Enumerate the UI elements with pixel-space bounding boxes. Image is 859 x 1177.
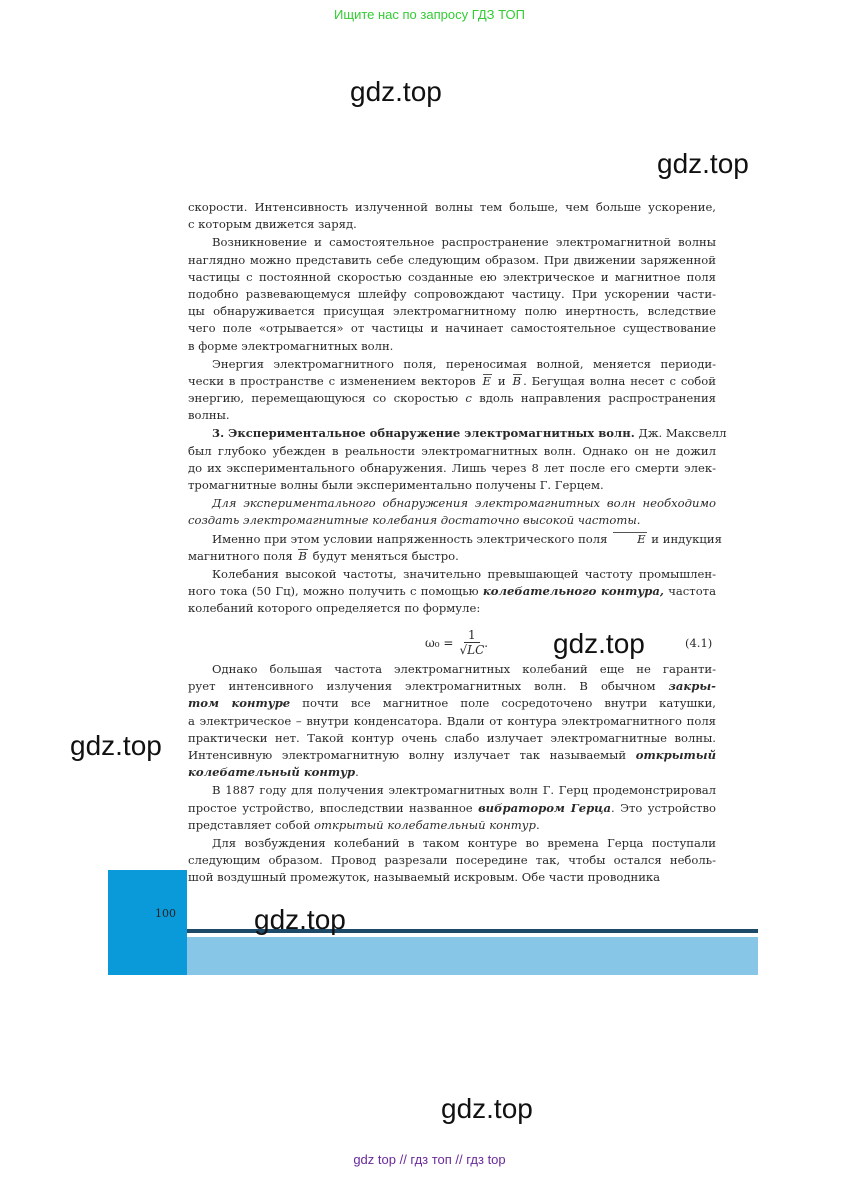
body-text-top bbox=[188, 198, 727, 618]
text-segment: почти все магнитное поле сосредоточено внутри катушки, bbox=[290, 696, 716, 711]
text-line bbox=[188, 695, 716, 712]
text-segment: и индукция bbox=[647, 531, 722, 546]
text-segment: . bbox=[535, 817, 540, 832]
page-footer-accent bbox=[108, 870, 187, 975]
text-segment: создать электромагнитные колебания достаточно высокой частоты. bbox=[188, 513, 641, 528]
text-segment: . Это устройство bbox=[611, 800, 717, 815]
text-segment: 3. Экспериментальное обнаружение электромагнитных волн. bbox=[212, 426, 635, 441]
text-segment: подобно развевающемуся шлейфу сопровождают частицу. При ускорении части- bbox=[188, 286, 716, 301]
text-line bbox=[188, 713, 716, 730]
text-segment: . Бегущая волна несет с собой bbox=[523, 373, 716, 388]
watermark: gdz.top bbox=[441, 1093, 533, 1124]
text-segment: . bbox=[355, 765, 359, 780]
text-segment: энергию, перемещающуюся со скоростью bbox=[188, 391, 466, 406]
text-line bbox=[188, 782, 716, 799]
text-line bbox=[188, 407, 716, 424]
text-segment: чески в пространстве с изменением векторов bbox=[188, 373, 481, 388]
formula-fraction bbox=[459, 628, 484, 657]
text-segment: до их экспериментального обнаружения. Лишь через 8 лет после его смерти элек- bbox=[188, 460, 716, 475]
paragraph bbox=[188, 835, 716, 887]
text-line bbox=[188, 286, 716, 303]
text-segment: Именно при этом условии напряженность электрического поля bbox=[212, 531, 612, 546]
text-segment: закры- bbox=[668, 679, 716, 694]
text-segment: колебаний которого определяется по формуле: bbox=[188, 601, 481, 616]
text-segment: и bbox=[493, 373, 511, 388]
text-line bbox=[188, 835, 716, 852]
text-segment: открытый bbox=[635, 747, 716, 762]
text-segment: ного тока (50 Гц), можно получить с помощью bbox=[188, 584, 483, 599]
paragraph bbox=[188, 531, 722, 565]
text-segment: Колебания высокой частоты, значительно превышающей частоту промышлен- bbox=[212, 566, 716, 581]
watermark: gdz.top bbox=[350, 76, 442, 107]
watermark: gdz.top bbox=[254, 904, 346, 935]
text-line bbox=[188, 566, 716, 583]
text-segment: магнитного поля bbox=[188, 548, 297, 563]
text-segment: том контуре bbox=[188, 696, 291, 711]
watermark: gdz.top bbox=[553, 628, 645, 659]
text-segment: Возникновение и самостоятельное распространение электромагнитной волны bbox=[212, 235, 716, 250]
text-line bbox=[188, 800, 716, 817]
text-line bbox=[188, 390, 716, 407]
text-line bbox=[188, 199, 716, 216]
paragraph bbox=[188, 661, 716, 781]
text-segment: В 1887 году для получения электромагнитных волн Г. Герц продемонстрировал bbox=[212, 783, 716, 798]
paragraph bbox=[188, 425, 727, 494]
text-line bbox=[188, 303, 716, 320]
page-number: 100 bbox=[155, 907, 176, 920]
vector-symbol: E bbox=[611, 531, 647, 548]
equation-number: (4.1) bbox=[685, 636, 713, 650]
text-line bbox=[188, 338, 716, 355]
paragraph bbox=[188, 356, 716, 425]
text-line bbox=[188, 320, 716, 337]
text-segment: колебательного контура, bbox=[482, 584, 664, 599]
formula-lhs: ω₀ = bbox=[425, 635, 454, 650]
text-line bbox=[188, 852, 716, 869]
text-segment: рует интенсивного излучения электромагнитных волн. В обычном bbox=[188, 679, 669, 694]
text-segment: с которым движется заряд. bbox=[188, 217, 357, 232]
text-segment: Для экспериментального обнаружения электромагнитных волн необходимо bbox=[212, 496, 716, 511]
text-line bbox=[188, 269, 716, 286]
text-line bbox=[188, 252, 716, 269]
vector-symbol: B bbox=[511, 373, 524, 390]
text-line bbox=[188, 600, 716, 617]
top-search-hint: Ищите нас по запросу ГДЗ ТОП bbox=[334, 7, 525, 22]
text-line bbox=[188, 661, 716, 678]
text-line bbox=[188, 817, 716, 834]
text-line bbox=[188, 356, 716, 373]
footer-band bbox=[187, 937, 758, 975]
formula-numerator: 1 bbox=[464, 628, 480, 643]
text-line bbox=[188, 531, 722, 548]
text-segment: был глубоко убежден в реальности электромагнитных волн. Однако он не дожил bbox=[188, 443, 716, 458]
text-segment: волны. bbox=[188, 408, 230, 423]
paragraph bbox=[188, 199, 716, 233]
watermark: gdz.top bbox=[657, 148, 749, 179]
text-line bbox=[188, 678, 716, 695]
formula-denominator: √LC bbox=[459, 643, 485, 657]
text-line bbox=[188, 548, 716, 565]
text-line bbox=[188, 234, 716, 251]
vector-symbol: B bbox=[296, 548, 309, 565]
text-line bbox=[188, 512, 716, 529]
text-segment: Энергия электромагнитного поля, переносимая волной, меняется периоди- bbox=[212, 356, 716, 371]
text-segment: шой воздушный промежуток, называемый искровым. Обе части проводника bbox=[188, 870, 661, 885]
text-segment: следующим образом. Провод разрезали посередине так, чтобы остался неболь- bbox=[188, 853, 716, 868]
paragraph bbox=[188, 566, 716, 618]
formula-tail: . bbox=[484, 635, 489, 650]
paragraph bbox=[188, 495, 716, 529]
text-segment: тромагнитные волны были экспериментально получены Г. Герцем. bbox=[188, 478, 604, 492]
text-segment: простое устройство, впоследствии названное bbox=[188, 800, 479, 815]
text-segment: c bbox=[465, 391, 472, 406]
text-line bbox=[188, 425, 727, 442]
text-segment: частицы с постоянной скоростью созданные ею электрическое и магнитное поля bbox=[188, 269, 716, 284]
formula-4-1 bbox=[425, 628, 488, 657]
vector-symbol: E bbox=[481, 373, 493, 390]
text-segment: будут меняться быстро. bbox=[308, 548, 459, 563]
text-segment: практически нет. Такой контур очень слабо излучает электромагнитные волны. bbox=[188, 730, 716, 745]
text-segment: скорости. Интенсивность излученной волны тем больше, чем больше ускорение, bbox=[188, 200, 716, 214]
text-line bbox=[188, 495, 716, 512]
paragraph bbox=[188, 782, 716, 834]
text-line bbox=[188, 730, 716, 747]
text-line bbox=[188, 373, 716, 390]
text-line bbox=[188, 443, 716, 460]
text-segment: Дж. Максвелл bbox=[634, 426, 727, 441]
body-text-bottom bbox=[188, 660, 716, 886]
text-line bbox=[188, 869, 716, 886]
text-line bbox=[188, 216, 716, 233]
text-segment: чего поле «отрывается» от частицы и начинает самостоятельное существование bbox=[188, 321, 716, 336]
text-line bbox=[188, 747, 716, 764]
watermark: gdz.top bbox=[70, 730, 162, 761]
text-segment: колебательный контур bbox=[188, 765, 356, 780]
text-segment: Для возбуждения колебаний в таком контуре во времена Герца поступали bbox=[212, 835, 716, 850]
text-segment: частота bbox=[663, 584, 716, 599]
text-segment: в форме электромагнитных волн. bbox=[188, 338, 394, 353]
text-segment: вибратором Герца bbox=[478, 800, 612, 815]
text-segment: представляет собой bbox=[188, 817, 314, 832]
paragraph bbox=[188, 234, 716, 354]
text-segment: вдоль направления распространения bbox=[471, 391, 716, 406]
text-segment: открытый колебательный контур bbox=[313, 817, 536, 832]
text-segment: Интенсивную электромагнитную волну излучает так называемый bbox=[188, 747, 636, 762]
text-line bbox=[188, 764, 716, 781]
text-line bbox=[188, 583, 716, 600]
text-segment: цы обнаруживается присущая электромагнитному полю инертность, вследствие bbox=[188, 304, 716, 319]
text-segment: Однако большая частота электромагнитных колебаний еще не гаранти- bbox=[212, 662, 716, 676]
text-segment: наглядно можно представить себе следующим образом. При движении заряженной bbox=[188, 252, 716, 267]
text-segment: а электрическое – внутри конденсатора. Вдали от контура электромагнитного поля bbox=[188, 713, 716, 728]
bottom-links: gdz top // гдз топ // гдз top bbox=[353, 1152, 506, 1167]
text-line bbox=[188, 477, 716, 494]
text-line bbox=[188, 460, 716, 477]
